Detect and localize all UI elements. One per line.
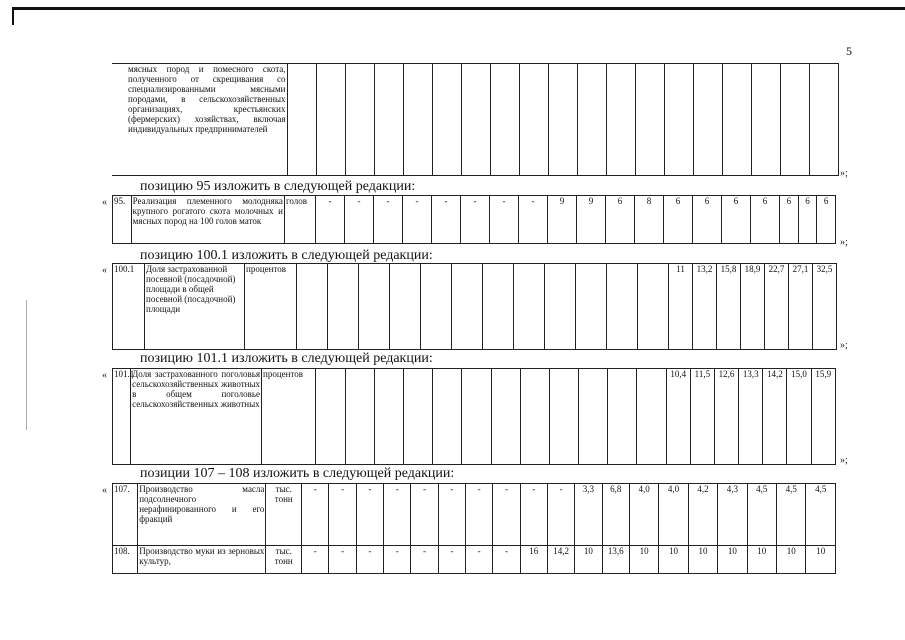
row-name: Производство масла подсолнечного нерафинированного и его фракций — [138, 484, 266, 546]
value-cell: - — [356, 484, 383, 546]
row-number: 108. — [113, 546, 138, 574]
value-cell: - — [520, 484, 547, 546]
value-cell: 4,2 — [688, 484, 717, 546]
value-cell — [328, 264, 359, 350]
value-cell — [297, 264, 328, 350]
value-cell: 14,2 — [547, 546, 574, 574]
value-cell: 13,3 — [739, 369, 763, 465]
quote-close: »; — [840, 340, 848, 351]
row-number: 107. — [113, 484, 138, 546]
table-rows-107-108 — [112, 483, 836, 574]
value-cell: 9 — [548, 196, 577, 244]
value-cell: - — [438, 484, 465, 546]
value-cell: 10 — [747, 546, 776, 574]
value-cell: 6 — [693, 196, 722, 244]
value-cell: 15,0 — [787, 369, 811, 465]
value-cell: - — [302, 546, 329, 574]
value-cell: - — [316, 196, 345, 244]
row-number: 101.1 — [113, 369, 131, 465]
value-cell: 10 — [629, 546, 658, 574]
value-cell — [452, 264, 483, 350]
value-cell: - — [356, 546, 383, 574]
value-cell: - — [490, 196, 519, 244]
value-cell: 10 — [575, 546, 602, 574]
value-cell: - — [329, 484, 356, 546]
table-prev-row — [112, 63, 839, 176]
value-cell: - — [432, 196, 461, 244]
value-cell — [514, 264, 545, 350]
heading-107-108: позиции 107 – 108 изложить в следующей редакции: — [140, 466, 455, 481]
value-cell: 10 — [659, 546, 688, 574]
value-cell — [637, 369, 666, 465]
row-number: 100.1 — [113, 264, 145, 350]
value-cell: - — [411, 484, 438, 546]
value-cell — [638, 264, 669, 350]
quote-close: »; — [840, 455, 848, 466]
value-cell: 18,9 — [741, 264, 765, 350]
value-cell — [390, 264, 421, 350]
quote-open: « — [102, 370, 107, 381]
value-cell — [491, 369, 520, 465]
value-cell — [403, 369, 432, 465]
value-cell: 6 — [751, 196, 780, 244]
value-cell: 6 — [606, 196, 635, 244]
row-name: Реализация племенного молодняка крупного рогатого скота молочных и мясных пород на 100 голов маток — [131, 196, 284, 244]
value-cell: 4,5 — [806, 484, 836, 546]
page-number: 5 — [846, 44, 852, 58]
value-cell: 13,6 — [602, 546, 629, 574]
value-cell: 10 — [718, 546, 747, 574]
value-cell: - — [461, 196, 490, 244]
quote-open: « — [102, 197, 107, 208]
value-cell: 22,7 — [765, 264, 789, 350]
value-cell: 11,5 — [690, 369, 714, 465]
scan-margin-mark — [26, 300, 27, 430]
value-cell: 4,0 — [629, 484, 658, 546]
value-cell: 8 — [635, 196, 664, 244]
value-cell: 6 — [664, 196, 693, 244]
row-name: Доля застрахованного поголовья сельскохозяйственных животных в общем поголовье сельскохозяйственных животных — [131, 369, 262, 465]
value-cell — [608, 369, 637, 465]
value-cell: 16 — [520, 546, 547, 574]
value-cell: - — [493, 484, 520, 546]
quote-close: »; — [840, 168, 848, 179]
quote-open: « — [102, 265, 107, 276]
value-cell — [421, 264, 452, 350]
scan-left-border — [12, 7, 14, 25]
heading-100-1: позицию 100.1 изложить в следующей редакции: — [140, 248, 433, 263]
value-cell: - — [493, 546, 520, 574]
value-cell: 14,2 — [763, 369, 787, 465]
value-cell: 27,1 — [789, 264, 813, 350]
table-row-95 — [112, 195, 836, 244]
row-unit: голов — [284, 196, 315, 244]
quote-close: »; — [840, 237, 848, 248]
row-unit: тыс. тонн — [266, 546, 302, 574]
value-cell: 12,6 — [714, 369, 738, 465]
value-cell: 6 — [798, 196, 817, 244]
value-cell — [462, 369, 491, 465]
value-cell — [433, 369, 462, 465]
table-row-100-1 — [112, 263, 837, 350]
value-cell: 10 — [806, 546, 836, 574]
value-cell: - — [403, 196, 432, 244]
value-cell: 11 — [669, 264, 693, 350]
row-unit: процентов — [262, 369, 316, 465]
value-cell: - — [302, 484, 329, 546]
value-cell: - — [411, 546, 438, 574]
value-cell — [607, 264, 638, 350]
table-row-101-1 — [112, 368, 836, 465]
value-cell — [345, 369, 374, 465]
value-cell: 4,0 — [659, 484, 688, 546]
row-number: 95. — [113, 196, 132, 244]
value-cell — [549, 369, 578, 465]
value-cell — [483, 264, 514, 350]
prev-row-name: мясных пород и помесного скота, полученного от скрещивания со специализированными мясными породами, в сельскохозяйственных организациях, крестьянских (фермерских) хозяйствах, включая индивидуальных предпринимателей — [112, 64, 287, 176]
value-cell: - — [547, 484, 574, 546]
value-cell: 6 — [722, 196, 751, 244]
value-cell: 9 — [577, 196, 606, 244]
value-cell — [520, 369, 549, 465]
row-name: Производство муки из зерновых культур, — [138, 546, 266, 574]
scan-top-border — [12, 7, 905, 10]
value-cell: 4,5 — [747, 484, 776, 546]
value-cell: - — [466, 546, 493, 574]
value-cell: - — [345, 196, 374, 244]
row-name: Доля застрахованной посевной (посадочной) площади в общей посевной (посадочной) площади — [145, 264, 245, 350]
value-cell — [545, 264, 576, 350]
value-cell: - — [384, 546, 411, 574]
value-cell: 6 — [780, 196, 799, 244]
value-cell — [374, 369, 403, 465]
value-cell: 3,3 — [575, 484, 602, 546]
heading-101-1: позицию 101.1 изложить в следующей редакции: — [140, 351, 433, 366]
value-cell: - — [384, 484, 411, 546]
value-cell — [576, 264, 607, 350]
heading-95: позицию 95 изложить в следующей редакции: — [140, 179, 416, 194]
value-cell: 6 — [817, 196, 836, 244]
value-cell: - — [374, 196, 403, 244]
value-cell — [359, 264, 390, 350]
value-cell: - — [438, 546, 465, 574]
value-cell: 13,2 — [693, 264, 717, 350]
value-cell: 32,5 — [813, 264, 837, 350]
value-cell: - — [329, 546, 356, 574]
quote-open: « — [102, 485, 107, 496]
value-cell: - — [519, 196, 548, 244]
value-cell: 15,9 — [811, 369, 835, 465]
value-cell: - — [466, 484, 493, 546]
row-unit: процентов — [245, 264, 297, 350]
table-row — [113, 546, 836, 574]
row-unit: тыс. тонн — [266, 484, 302, 546]
value-cell: 4,5 — [777, 484, 806, 546]
value-cell — [316, 369, 345, 465]
value-cell: 15,8 — [717, 264, 741, 350]
value-cell: 4,3 — [718, 484, 747, 546]
value-cell: 6,8 — [602, 484, 629, 546]
value-cell: 10 — [688, 546, 717, 574]
value-cell — [579, 369, 608, 465]
value-cell: 10 — [777, 546, 806, 574]
table-row — [113, 484, 836, 546]
value-cell: 10,4 — [666, 369, 690, 465]
